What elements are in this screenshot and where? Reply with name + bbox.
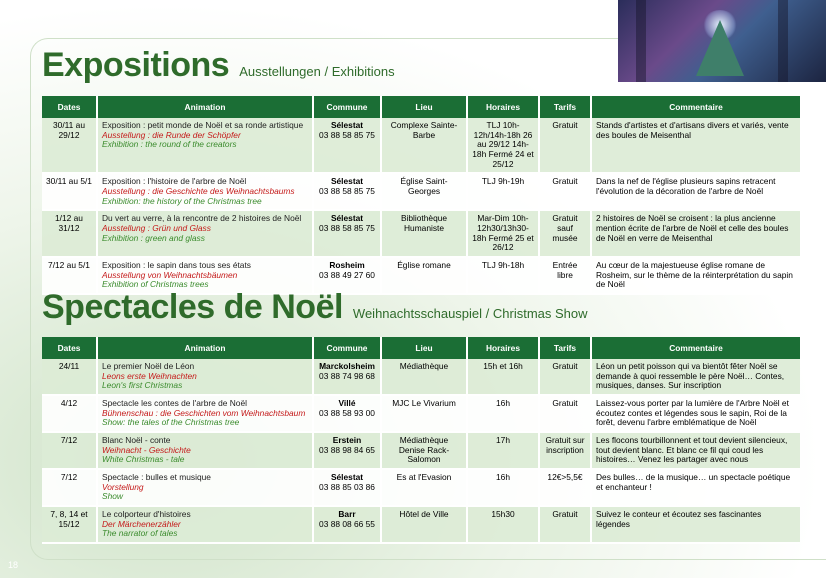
expositions-title: Expositions <box>42 46 230 84</box>
horaires-cell: TLJ 10h-12h/14h-18h 26 au 29/12 14h-18h Fermé 24 et 25/12 <box>468 118 540 174</box>
lieu-cell: Médiathèque Denise Rack-Salomon <box>382 433 468 470</box>
lieu-cell: Es at l'Evasion <box>382 470 468 507</box>
commune-cell <box>314 470 382 507</box>
table-row <box>42 433 800 470</box>
commentaire-cell: Stands d'artistes et d'artisans divers et variés, vente des boules de Meisenthal <box>592 118 800 174</box>
dates-cell: 30/11 au 5/1 <box>42 174 98 211</box>
tarifs-cell: Gratuit <box>540 396 592 433</box>
animation-en: Exhibition of Christmas trees <box>102 279 209 290</box>
tarifs-cell: Gratuit sur inscription <box>540 433 592 470</box>
commune-phone: 03 88 58 85 75 <box>319 222 375 233</box>
commune-cell <box>314 174 382 211</box>
column-header: Tarifs <box>540 337 592 359</box>
animation-de: Ausstellung : die Runde der Schöpfer <box>102 129 241 140</box>
animation-fr: Spectacle : bulles et musique <box>102 471 211 482</box>
commune-name: Villé <box>338 397 356 408</box>
tarifs-cell: Gratuit <box>540 174 592 211</box>
horaires-cell: 17h <box>468 433 540 470</box>
horaires-cell: 16h <box>468 396 540 433</box>
column-header: Lieu <box>382 96 468 118</box>
expositions-table <box>42 96 800 295</box>
arch-column <box>636 0 646 82</box>
commune-phone: 03 88 58 85 75 <box>319 185 375 196</box>
table-row <box>42 174 800 211</box>
table-row <box>42 470 800 507</box>
commune-phone: 03 88 58 85 75 <box>319 129 375 140</box>
table-row <box>42 507 800 544</box>
lieu-cell: Église Saint-Georges <box>382 174 468 211</box>
lieu-cell: MJC Le Vivarium <box>382 396 468 433</box>
animation-cell <box>98 211 314 258</box>
animation-cell <box>98 507 314 544</box>
commune-phone: 03 88 85 03 86 <box>319 481 375 492</box>
table-row <box>42 359 800 396</box>
animation-en: White Christmas - tale <box>102 454 185 465</box>
horaires-cell: 15h30 <box>468 507 540 544</box>
commune-name: Sélestat <box>330 120 364 130</box>
column-header: Dates <box>42 96 98 118</box>
commune-cell <box>314 118 382 174</box>
lieu-cell: Complexe Sainte-Barbe <box>382 118 468 174</box>
commune-cell <box>314 507 382 544</box>
animation-cell <box>98 396 314 433</box>
dates-cell: 4/12 <box>42 396 98 433</box>
church-tree-photo <box>618 0 826 82</box>
animation-cell <box>98 118 314 174</box>
animation-cell <box>98 433 314 470</box>
commune-cell <box>314 359 382 396</box>
commune-phone: 03 88 08 66 55 <box>319 518 375 529</box>
spectacles-heading <box>42 288 588 327</box>
lieu-cell: Église romane <box>382 258 468 295</box>
horaires-cell: 16h <box>468 470 540 507</box>
commentaire-cell: Dans la nef de l'église plusieurs sapins retracent l'évolution de la décoration de l'arbre de Noël <box>592 174 800 211</box>
christmas-tree-image <box>696 20 744 76</box>
animation-de: Weihnacht - Geschichte <box>102 444 191 455</box>
lieu-cell: Médiathèque <box>382 359 468 396</box>
column-header: Commune <box>314 96 382 118</box>
dates-cell: 7/12 <box>42 433 98 470</box>
commune-phone: 03 88 98 84 65 <box>319 444 375 455</box>
column-header: Animation <box>98 337 314 359</box>
column-header: Dates <box>42 337 98 359</box>
animation-fr: Le colporteur d'histoires <box>102 508 191 519</box>
column-header: Commentaire <box>592 337 800 359</box>
table-row <box>42 396 800 433</box>
commentaire-cell: Les flocons tourbillonnent et tout devient silencieux, tout devient blanc. Et blanc ce fil qui coud les histoires… Venez les partager avec nous <box>592 433 800 470</box>
animation-de: Der Märchenerzähler <box>102 518 181 529</box>
animation-de: Vorstellung <box>102 481 144 492</box>
animation-de: Ausstellung von Weihnachtsbäumen <box>102 269 238 280</box>
table-row <box>42 211 800 258</box>
page-number: 18 <box>8 560 19 570</box>
commentaire-cell: Suivez le conteur et écoutez ses fascinantes légendes <box>592 507 800 544</box>
animation-cell <box>98 359 314 396</box>
commune-cell <box>314 433 382 470</box>
table-row <box>42 118 800 174</box>
commune-name: Marckolsheim <box>319 361 375 371</box>
animation-fr: Blanc Noël - conte <box>102 434 171 445</box>
animation-en: Exhibition: the history of the Christmas tree <box>102 195 262 206</box>
column-header: Horaires <box>468 96 540 118</box>
column-header: Commune <box>314 337 382 359</box>
animation-fr: Spectacle les contes de l'arbre de Noël <box>102 397 247 408</box>
dates-cell: 7/12 <box>42 470 98 507</box>
commentaire-cell: Des bulles… de la musique… un spectacle poétique et enchanteur ! <box>592 470 800 507</box>
lieu-cell: Hôtel de Ville <box>382 507 468 544</box>
tarifs-cell: Gratuit sauf musée <box>540 211 592 258</box>
column-header: Lieu <box>382 337 468 359</box>
dates-cell: 24/11 <box>42 359 98 396</box>
horaires-cell: TLJ 9h-18h <box>468 258 540 295</box>
commune-name: Sélestat <box>330 213 364 224</box>
expositions-heading <box>42 46 395 85</box>
animation-fr: Exposition : le sapin dans tous ses états <box>102 259 251 270</box>
commune-name: Erstein <box>332 434 362 445</box>
animation-en: The narrator of tales <box>102 528 178 539</box>
animation-en: Show <box>102 491 123 502</box>
commune-name: Rosheim <box>329 259 365 270</box>
animation-de: Ausstellung : die Geschichte des Weihnachtsbaums <box>102 185 295 196</box>
table-header-row <box>42 96 800 118</box>
tarifs-cell: Gratuit <box>540 359 592 396</box>
tarifs-cell: Entrée libre <box>540 258 592 295</box>
animation-fr: Exposition : petit monde de Noël et sa ronde artistique <box>102 120 304 130</box>
animation-cell <box>98 470 314 507</box>
animation-en: Exhibition : the round of the creators <box>102 139 237 150</box>
animation-cell <box>98 174 314 211</box>
animation-fr: Du vert au verre, à la rencontre de 2 histoires de Noël <box>102 213 302 224</box>
animation-en: Show: the tales of the Christmas tree <box>102 417 240 428</box>
column-header: Tarifs <box>540 96 592 118</box>
dates-cell: 1/12 au 31/12 <box>42 211 98 258</box>
commune-cell <box>314 211 382 258</box>
commune-cell <box>314 396 382 433</box>
animation-de: Bühnenschau : die Geschichten vom Weihnachtsbaum <box>102 407 306 418</box>
column-header: Animation <box>98 96 314 118</box>
animation-en: Exhibition : green and glass <box>102 232 205 243</box>
expositions-subtitle: Ausstellungen / Exhibitions <box>239 64 395 79</box>
commune-phone: 03 88 49 27 60 <box>319 269 375 280</box>
commentaire-cell: 2 histoires de Noël se croisent : la plus ancienne mention écrite de l'arbre de Noël et celle des boules de Noël en verre de Meisenthal <box>592 211 800 258</box>
animation-de: Leons erste Weihnachten <box>102 370 197 381</box>
horaires-cell: Mar-Dim 10h-12h30/13h30-18h Fermé 25 et 26/12 <box>468 211 540 258</box>
column-header: Commentaire <box>592 96 800 118</box>
spectacles-subtitle: Weihnachtsschauspiel / Christmas Show <box>352 306 588 321</box>
spectacles-title: Spectacles de Noël <box>42 288 343 326</box>
table-header-row <box>42 337 800 359</box>
animation-en: Leon's first Christmas <box>102 380 183 391</box>
animation-de: Ausstellung : Grün und Glass <box>102 222 211 233</box>
spectacles-table <box>42 337 800 544</box>
tarifs-cell: 12€>5,5€ <box>540 470 592 507</box>
horaires-cell: TLJ 9h-19h <box>468 174 540 211</box>
lieu-cell: Bibliothèque Humaniste <box>382 211 468 258</box>
commune-name: Barr <box>338 508 356 519</box>
commentaire-cell: Au cœur de la majestueuse église romane de Rosheim, sur le thème de la réinterprétation du sapin de Noël <box>592 258 800 295</box>
dates-cell: 7, 8, 14 et 15/12 <box>42 507 98 544</box>
commune-phone: 03 88 58 93 00 <box>319 407 375 418</box>
commentaire-cell: Laissez-vous porter par la lumière de l'Arbre Noël et écoutez contes et légendes sous le sapin, Roi de la forêt, devenu l'arbre emblématique de Noël <box>592 396 800 433</box>
tarifs-cell: Gratuit <box>540 507 592 544</box>
animation-fr: Le premier Noël de Léon <box>102 361 195 371</box>
commentaire-cell: Léon un petit poisson qui va bientôt fêter Noël se demande à quoi ressemble le père Noël… Contes, musiques, danses. Sur inscription <box>592 359 800 396</box>
animation-fr: Exposition : l'histoire de l'arbre de Noël <box>102 176 247 187</box>
commune-phone: 03 88 74 98 68 <box>319 370 375 381</box>
dates-cell: 30/11 au 29/12 <box>42 118 98 174</box>
tarifs-cell: Gratuit <box>540 118 592 174</box>
dates-cell: 7/12 au 5/1 <box>42 258 98 295</box>
commune-name: Sélestat <box>330 176 364 187</box>
commune-name: Sélestat <box>330 471 364 482</box>
horaires-cell: 15h et 16h <box>468 359 540 396</box>
column-header: Horaires <box>468 337 540 359</box>
arch-column <box>778 0 788 82</box>
